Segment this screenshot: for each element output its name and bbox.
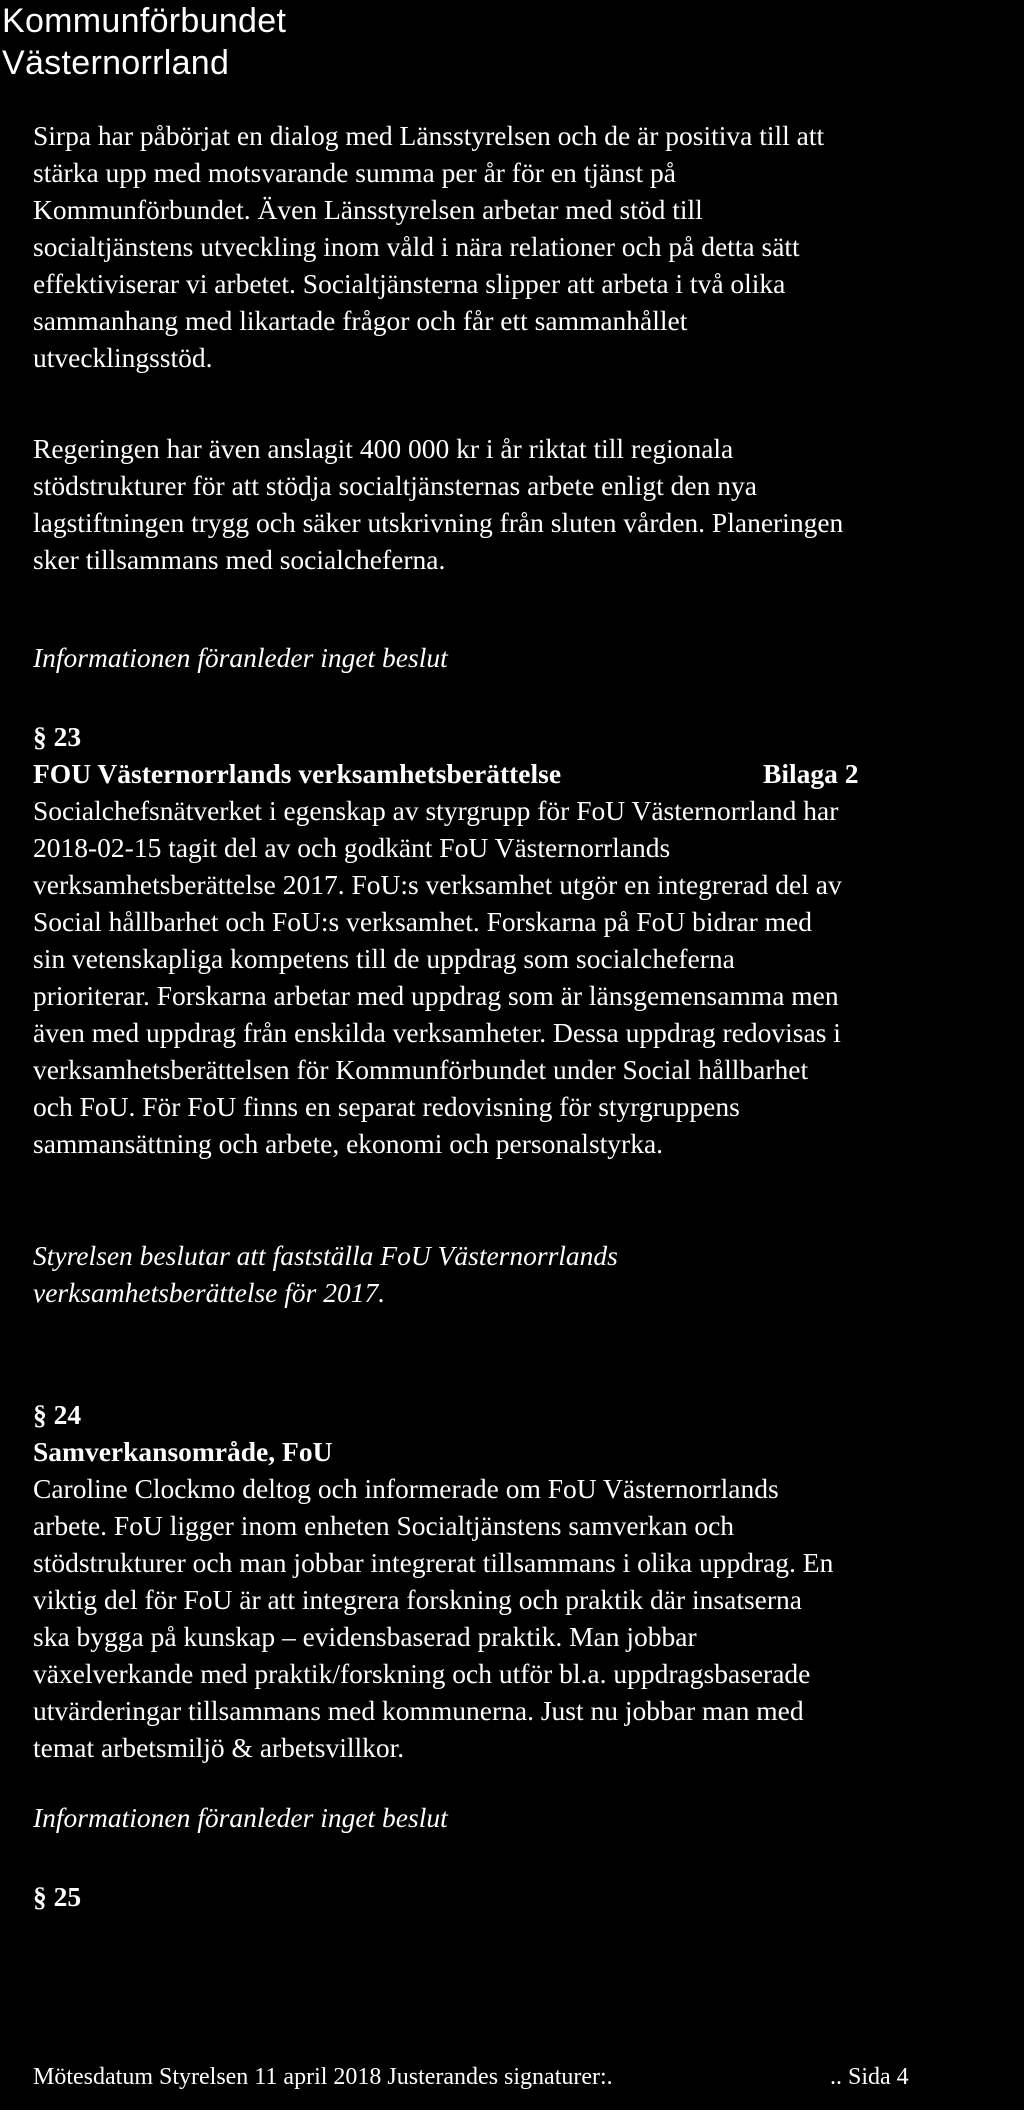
text-line: lagstiftningen trygg och säker utskrivning från sluten vården. Planeringen <box>33 507 844 538</box>
decision-text: Informationen föranleder inget beslut <box>33 642 448 673</box>
org-name-line2: Västernorrland <box>2 44 230 82</box>
text-line: Caroline Clockmo deltog och informerade om FoU Västernorrlands <box>33 1473 779 1504</box>
text-line: temat arbetsmiljö & arbetsvillkor. <box>33 1732 405 1763</box>
footer-meeting-info: Mötesdatum Styrelsen 11 april 2018 Justerandes signaturer:. <box>33 2064 613 2090</box>
section-title: Samverkansområde, FoU <box>33 1436 333 1467</box>
text-line: Kommunförbundet. Även Länsstyrelsen arbetar med stöd till <box>33 194 703 225</box>
text-line: arbete. FoU ligger inom enheten Socialtjänstens samverkan och <box>33 1510 735 1541</box>
paragraph-sirpa <box>33 117 824 376</box>
text-line: prioriterar. Forskarna arbetar med uppdrag som är länsgemensamma men <box>33 980 839 1011</box>
org-name-line1: Kommunförbundet <box>2 2 287 40</box>
text-line: även med uppdrag från enskilda verksamheter. Dessa uppdrag redovisas i <box>33 1017 841 1048</box>
text-line: och FoU. För FoU finns en separat redovisning för styrgruppens <box>33 1091 740 1122</box>
decision-note-23 <box>33 1237 618 1311</box>
section-25 <box>33 1878 81 1915</box>
text-line: 2018-02-15 tagit del av och godkänt FoU Västernorrlands <box>33 832 671 863</box>
text-line: sammansättning och arbete, ekonomi och personalstyrka. <box>33 1128 664 1159</box>
decision-text: Informationen föranleder inget beslut <box>33 1802 448 1833</box>
text-line: sin vetenskapliga kompetens till de uppdrag som socialcheferna <box>33 943 735 974</box>
decision-text: Styrelsen beslutar att fastställa FoU Västernorrlands <box>33 1240 618 1271</box>
text-line: effektiviserar vi arbetet. Socialtjänsterna slipper att arbeta i två olika <box>33 268 786 299</box>
text-line: verksamhetsberättelse 2017. FoU:s verksamhet utgör en integrerad del av <box>33 869 842 900</box>
text-line: ska bygga på kunskap – evidensbaserad praktik. Man jobbar <box>33 1621 697 1652</box>
section-number: § 23 <box>33 721 82 752</box>
text-line: sker tillsammans med socialcheferna. <box>33 544 446 575</box>
decision-text: verksamhetsberättelse för 2017. <box>33 1277 386 1308</box>
text-line: Sirpa har påbörjat en dialog med Länsstyrelsen och de är positiva till att <box>33 120 825 151</box>
section-number: § 24 <box>33 1399 82 1430</box>
text-line: stödstrukturer för att stödja socialtjänsternas arbete enligt den nya <box>33 470 757 501</box>
text-line: Socialchefsnätverket i egenskap av styrgrupp för FoU Västernorrland har <box>33 795 839 826</box>
text-line: Regeringen har även anslagit 400 000 kr i år riktat till regionala <box>33 433 734 464</box>
section-23 <box>33 718 859 1162</box>
text-line: stärka upp med motsvarande summa per år för en tjänst på <box>33 157 676 188</box>
text-line: utvecklingsstöd. <box>33 342 213 373</box>
text-line: viktig del för FoU är att integrera forskning och praktik där insatserna <box>33 1584 803 1615</box>
paragraph-regeringen <box>33 430 843 578</box>
decision-note-1 <box>33 639 448 676</box>
text-line: verksamhetsberättelsen för Kommunförbundet under Social hållbarhet <box>33 1054 809 1085</box>
section-title: FOU Västernorrlands verksamhetsberättelse <box>33 758 562 789</box>
text-line: Social hållbarhet och FoU:s verksamhet. Forskarna på FoU bidrar med <box>33 906 812 937</box>
section-24 <box>33 1396 833 1766</box>
org-header <box>2 0 286 84</box>
text-line: stödstrukturer och man jobbar integrerat tillsammans i olika uppdrag. En <box>33 1547 834 1578</box>
section-heading-row <box>33 755 859 792</box>
attachment-label: Bilaga 2 <box>763 758 859 789</box>
decision-note-2 <box>33 1799 448 1836</box>
page-footer <box>33 2062 909 2092</box>
text-line: växelverkande med praktik/forskning och utför bl.a. uppdragsbaserade <box>33 1658 811 1689</box>
section-number: § 25 <box>33 1881 82 1912</box>
text-line: utvärderingar tillsammans med kommunerna. Just nu jobbar man med <box>33 1695 804 1726</box>
text-line: sammanhang med likartade frågor och får ett sammanhållet <box>33 305 688 336</box>
page-number: .. Sida 4 <box>830 2064 909 2090</box>
text-line: socialtjänstens utveckling inom våld i nära relationer och på detta sätt <box>33 231 800 262</box>
